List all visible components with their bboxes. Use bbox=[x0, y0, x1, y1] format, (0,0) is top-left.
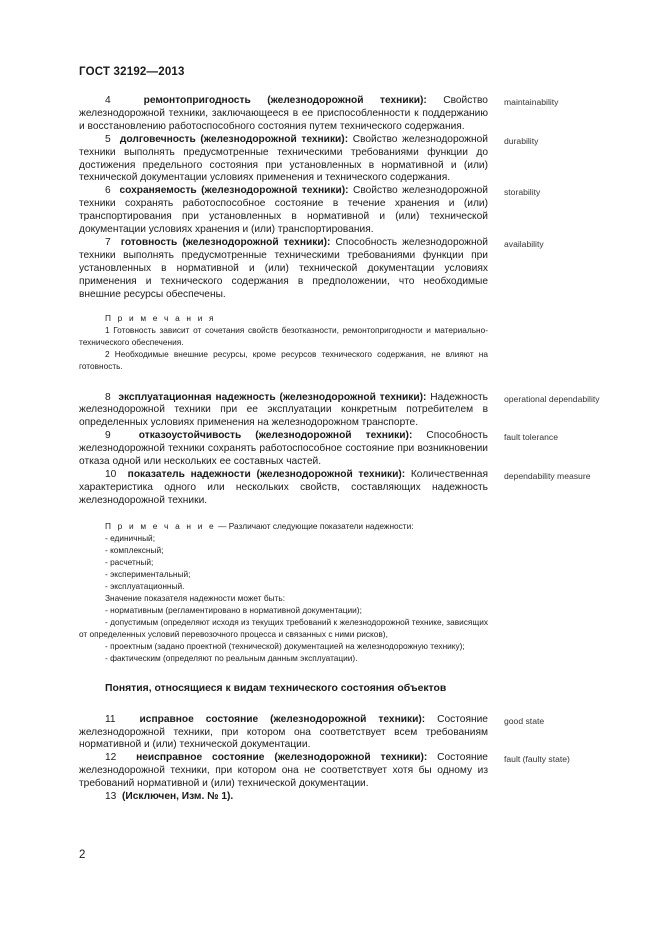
page-header: ГОСТ 32192—2013 bbox=[79, 66, 185, 78]
term-definition: Надежность железнодорожной техники при ее эксплуатации конкретным потребителем в определенных условиях применения на железнодорожном транспорте. bbox=[79, 391, 488, 429]
term-entry-12 bbox=[79, 752, 639, 791]
term-number: 8 bbox=[105, 391, 111, 403]
term-number: 11 bbox=[105, 713, 116, 725]
note-label: П р и м е ч а н и е bbox=[105, 520, 216, 531]
list-item: - экспериментальный; bbox=[105, 568, 191, 579]
term-english: operational dependability bbox=[504, 393, 600, 404]
section-title: Понятия, относящиеся к видам технического состояния объектов bbox=[105, 682, 447, 694]
note-block-measures bbox=[79, 520, 488, 664]
term-definition: Количественная характеристика одного или нескольких свойств, составляющих надежность железнодорожной техники. bbox=[79, 468, 488, 506]
term-definition: Свойство железнодорожной техники, заключающееся в ее приспособленности к поддержанию и восстановлению работоспособного состояния путем технического содержания. bbox=[79, 95, 488, 132]
term-english: durability bbox=[504, 135, 539, 146]
list-item: - эксплуатационный. bbox=[105, 580, 185, 591]
list-item: - допустимым (определяют исходя из текущих требований к железнодорожной технике, зависящих от определенных условий перевозочного процесса и связанных с ними рисков), bbox=[79, 616, 488, 639]
note-intro: — Различают следующие показатели надежности: bbox=[215, 520, 414, 531]
term-definition: Состояние железнодорожной техники, при котором она не соответствует хотя бы одному из требований нормативной и (или) технической документации. bbox=[79, 752, 488, 790]
term-number: 10 bbox=[105, 468, 117, 480]
list-item: - комплексный; bbox=[105, 544, 164, 555]
term-number: 7 bbox=[105, 236, 111, 248]
list-item: - фактическим (определяют по реальным данным эксплуатации). bbox=[105, 652, 358, 663]
term-title: (Исключен, Изм. № 1). bbox=[122, 791, 234, 803]
term-title: готовность (железнодорожной техники): bbox=[120, 236, 331, 248]
term-entry-8 bbox=[79, 392, 639, 431]
term-definition: Свойство железнодорожной техники выполнять предусмотренные техническими требованиями функции до достижения предельного состояния при установленных в нормативной и (или) технической документации условиях применения и технического содержания. bbox=[79, 133, 488, 184]
document-body bbox=[79, 95, 639, 804]
term-entry-4 bbox=[79, 95, 639, 134]
note-label: П р и м е ч а н и я bbox=[105, 312, 216, 323]
term-definition: Способность железнодорожной техники сохранять работоспособное состояние при возникновении отказа одной или нескольких ее составных частей. bbox=[79, 430, 488, 468]
list-item: - единичный; bbox=[105, 532, 155, 543]
term-entry-6 bbox=[79, 185, 639, 237]
term-english: availability bbox=[504, 238, 544, 249]
note-item: 2 Необходимые внешние ресурсы, кроме ресурсов технического содержания, не влияют на готовность. bbox=[79, 348, 488, 371]
term-title: неисправное состояние (железнодорожной техники): bbox=[136, 752, 428, 764]
term-title: показатель надежности (железнодорожной техники): bbox=[127, 468, 406, 480]
term-number: 13 bbox=[105, 791, 117, 803]
term-definition: Способность железнодорожной техники выполнять предусмотренные техническими требованиями функции при установленных в нормативной и (или) технической документации условиях применения и технического содержания в предположении, что необходимые внешние ресурсы обеспечены. bbox=[79, 236, 488, 300]
term-english: dependability measure bbox=[504, 470, 591, 481]
term-number: 9 bbox=[105, 430, 111, 442]
term-title: исправное состояние (железнодорожной техники): bbox=[139, 713, 426, 725]
term-definition: Состояние железнодорожной техники, при котором она соответствует всем требованиям нормативной и (или) технической документации. bbox=[79, 713, 488, 751]
term-number: 5 bbox=[105, 133, 111, 145]
term-entry-13 bbox=[79, 791, 639, 804]
term-number: 4 bbox=[105, 95, 111, 106]
note-block-availability bbox=[79, 312, 488, 372]
term-english: good state bbox=[504, 715, 545, 726]
list-item: - нормативным (регламентировано в нормативной документации); bbox=[105, 604, 362, 615]
term-title: долговечность (железнодорожной техники): bbox=[119, 133, 349, 145]
term-title: эксплуатационная надежность (железнодорожной техники): bbox=[118, 391, 427, 403]
term-number: 12 bbox=[105, 752, 117, 764]
term-english: maintainability bbox=[504, 97, 559, 107]
note-subheading: Значение показателя надежности может быть: bbox=[105, 592, 286, 603]
term-english: fault tolerance bbox=[504, 432, 558, 443]
term-number: 6 bbox=[105, 185, 111, 197]
term-entry-11 bbox=[79, 714, 639, 753]
term-title: отказоустойчивость (железнодорожной техники): bbox=[138, 430, 413, 442]
term-title: ремонтопригодность (железнодорожной техники): bbox=[143, 95, 427, 106]
list-item: - расчетный; bbox=[105, 556, 154, 567]
note-item: 1 Готовность зависит от сочетания свойств безотказности, ремонтопригодности и материально-технического обеспечения. bbox=[79, 324, 488, 347]
term-entry-9 bbox=[79, 430, 639, 469]
term-definition: Свойство железнодорожной техники сохранять работоспособное состояние в течение хранения и (или) транспортирования при установленных в нормативной и (или) технической документации условиях хранения и (или) транспортирования. bbox=[79, 185, 488, 236]
term-english: fault (faulty state) bbox=[504, 754, 570, 765]
term-entry-7 bbox=[79, 237, 639, 302]
term-english: storability bbox=[504, 187, 541, 198]
term-title: сохраняемость (железнодорожной техники): bbox=[119, 185, 349, 197]
list-item: - проектным (задано проектной (технической) документацией на железнодорожную технику); bbox=[105, 640, 465, 651]
term-entry-5 bbox=[79, 134, 639, 186]
page-number: 2 bbox=[79, 849, 86, 861]
term-entry-10 bbox=[79, 469, 639, 508]
